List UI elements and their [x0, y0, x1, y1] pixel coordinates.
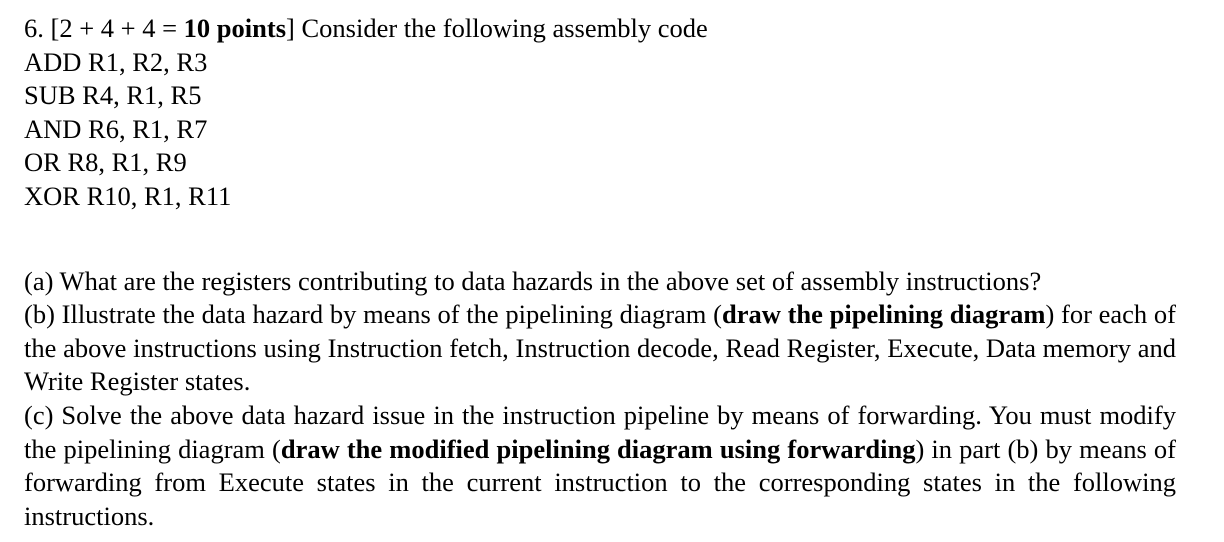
part-a-text: (a) What are the registers contributing to data hazards in the above set of assembly instructions?	[24, 265, 1042, 296]
part-b	[24, 298, 1176, 399]
part-b-text-1: (b) Illustrate the data hazard by means of the pipelining diagram (	[24, 299, 722, 330]
points-open: [2 + 4 + 4 =	[50, 13, 184, 43]
part-b-bold: draw the pipelining diagram	[721, 299, 1046, 330]
code-line: ADD R1, R2, R3	[24, 46, 208, 77]
code-line: OR R8, R1, R9	[24, 147, 187, 178]
part-c-bold: draw the modified pipelining diagram using forwarding	[280, 433, 916, 464]
part-c-text-2: ) in part (b) by means of forwarding from Execute states in the current instruction to the corresponding states in the following instructions.	[24, 433, 1176, 531]
code-line: AND R6, R1, R7	[24, 113, 208, 144]
code-line: SUB R4, R1, R5	[24, 80, 202, 111]
question-intro: Consider the following assembly code	[294, 13, 708, 43]
spacer	[24, 214, 1176, 265]
assembly-code-block	[24, 46, 1176, 214]
part-b-text-2: ) for each of the above instructions using Instruction fetch, Instruction decode, Read Register, Execute, Data memory and Write Register states.	[24, 299, 1176, 397]
part-c	[24, 399, 1176, 533]
part-c-text-1: (c) Solve the above data hazard issue in the instruction pipeline by means of forwarding. You must modify the pipelining diagram (	[24, 399, 1176, 464]
question-number: 6.	[24, 13, 44, 43]
code-line: XOR R10, R1, R11	[24, 180, 232, 211]
points-total: 10 points	[183, 13, 287, 43]
part-a	[24, 265, 1176, 299]
question-document	[24, 12, 1176, 533]
question-header	[24, 12, 1176, 46]
points-close: ]	[286, 13, 295, 43]
